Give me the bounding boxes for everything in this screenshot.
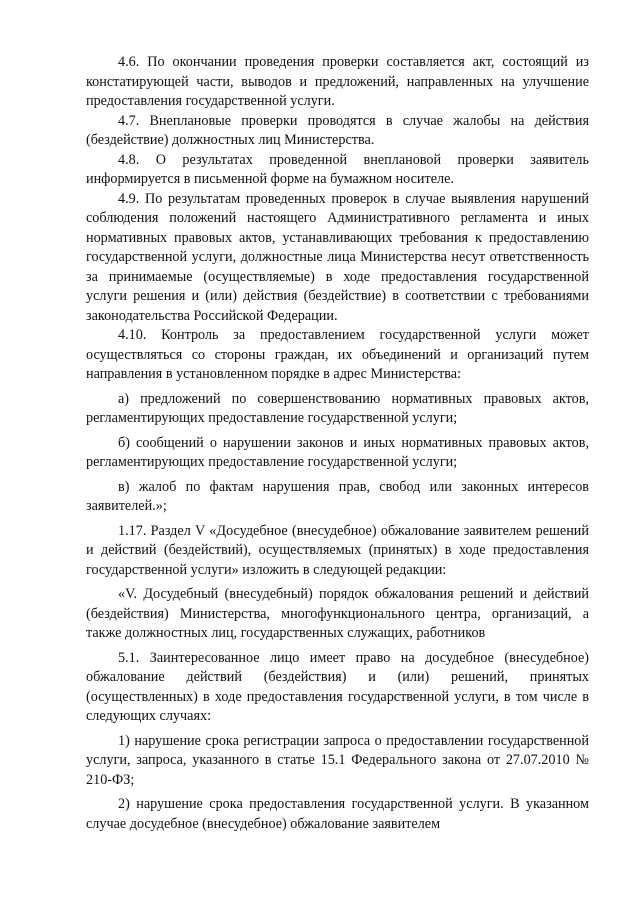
list-item-2: 2) нарушение срока предоставления государственной услуги. В указанном случае досудебное (внесудебное) обжалование заявителем [86,796,589,832]
paragraph-4-9: 4.9. По результатам проведенных проверок в случае выявления нарушений соблюдения положений настоящего Административного регламента и иных нормативных правовых актов, устанавливающих требования к предоставлению государственной услуги, должностные лица Министерства несут ответственность за принимаемые (осуществляемые) в ходе предоставления государственной услуги решения и (или) действия (бездействие) в соответствии с требованиями законодательства Российской Федерации. [86,190,589,324]
section-v-heading: «V. Досудебный (внесудебный) порядок обжалования решений и действий (бездействия) Министерства, многофункционального центра, организаций, а также должностных лиц, государственных служащих, работников [86,586,589,641]
paragraph-5-1: 5.1. Заинтересованное лицо имеет право на досудебное (внесудебное) обжалование действий (бездействия) и (или) решений, принятых (осуществленных) в ходе предоставления государственной услуги, в том числе в следующих случаях: [86,649,589,724]
list-item-a: а) предложений по совершенствованию нормативных правовых актов, регламентирующих предоставление государственной услуги; [86,390,589,426]
paragraph-4-10: 4.10. Контроль за предоставлением государственной услуги может осуществляться со стороны граждан, их объединений и организаций путем направления в установленном порядке в адрес Министерства: [86,327,589,382]
list-item-v: в) жалоб по фактам нарушения прав, свобод или законных интересов заявителей.»; [86,478,589,514]
paragraph-1-17: 1.17. Раздел V «Досудебное (внесудебное) обжалование заявителем решений и действий (бездействий), осуществляемых (принятых) в ходе предоставления государственной услуги» изложить в следующей редакции: [86,522,589,578]
paragraph-4-7: 4.7. Внеплановые проверки проводятся в случае жалобы на действия (бездействие) должностных лиц Министерства. [86,112,589,148]
list-item-b: б) сообщений о нарушении законов и иных нормативных правовых актов, регламентирующих предоставление государственной услуги; [86,434,589,470]
document-page [86,53,589,834]
list-item-1: 1) нарушение срока регистрации запроса о предоставлении государственной услуги, запроса, указанного в статье 15.1 Федерального закона от 27.07.2010 № 210-ФЗ; [86,732,589,788]
paragraph-4-8: 4.8. О результатах проведенной внеплановой проверки заявитель информируется в письменной форме на бумажном носителе. [86,151,589,187]
paragraph-4-6: 4.6. По окончании проведения проверки составляется акт, состоящий из констатирующей части, выводов и предложений, направленных на улучшение предоставления государственной услуги. [86,54,589,109]
